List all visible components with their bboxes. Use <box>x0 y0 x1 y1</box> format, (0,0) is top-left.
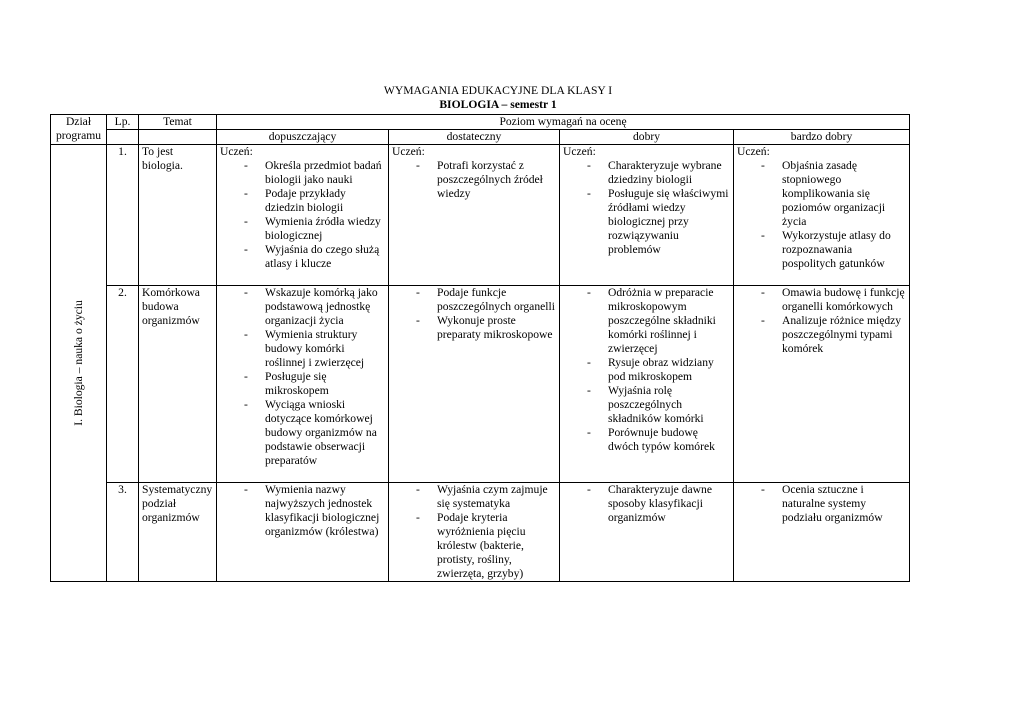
requirement-list <box>389 286 559 342</box>
requirement-list <box>560 483 733 525</box>
row-number: 1. <box>107 145 139 286</box>
header-dzial-line1: Dział <box>65 115 92 128</box>
uczen-label: Uczeń: <box>737 145 770 158</box>
requirement-item: - Omawia budowę i funkcję organelli komórkowych <box>734 286 905 314</box>
header-row-2 <box>51 130 910 145</box>
requirements-table <box>50 114 910 582</box>
requirement-list <box>217 483 388 539</box>
requirement-item: - Objaśnia zasadę stopniowego komplikowania się poziomów organizacji życia <box>734 159 905 229</box>
table-row <box>51 483 910 582</box>
requirement-item: - Wykorzystuje atlasy do rozpoznawania pospolitych gatunków <box>734 229 905 271</box>
header-grade-dostateczny: dostateczny <box>389 130 560 145</box>
requirement-item: - Wyjaśnia do czego służą atlasy i klucze <box>217 243 384 271</box>
requirement-list <box>734 159 909 271</box>
requirement-list <box>560 159 733 257</box>
grade-cell <box>217 483 389 582</box>
uczen-label: Uczeń: <box>563 145 596 158</box>
grade-cell <box>217 286 389 483</box>
row-topic: To jest biologia. <box>142 145 183 172</box>
table-row <box>51 145 910 286</box>
row-number: 2. <box>107 286 139 483</box>
grade-cell <box>734 286 910 483</box>
requirement-list <box>389 159 559 201</box>
header-grade-bardzo-dobry: bardzo dobry <box>734 130 910 145</box>
requirement-item: - Wymienia nazwy najwyższych jednostek klasyfikacji biologicznej organizmów (królestwa) <box>217 483 384 539</box>
header-lp-empty <box>107 130 139 145</box>
grade-cell <box>560 286 734 483</box>
requirement-item: - Wykonuje proste preparaty mikroskopowe <box>389 314 555 342</box>
requirement-item: - Charakteryzuje wybrane dziedziny biologii <box>560 159 729 187</box>
section-cell <box>51 145 107 582</box>
grade-cell <box>389 145 560 286</box>
requirement-item: - Wymienia struktury budowy komórki roślinnej i zwierzęcej <box>217 328 384 370</box>
document-subtitle: BIOLOGIA – semestr 1 <box>439 98 557 111</box>
grade-cell <box>734 483 910 582</box>
header-row-1 <box>51 115 910 130</box>
requirement-item: - Analizuje różnice między poszczególnymi typami komórek <box>734 314 905 356</box>
requirement-item: - Wymienia źródła wiedzy biologicznej <box>217 215 384 243</box>
requirement-list <box>389 483 559 581</box>
requirement-item: - Rysuje obraz widziany pod mikroskopem <box>560 356 729 384</box>
grade-cell <box>560 483 734 582</box>
uczen-label: Uczeń: <box>392 145 425 158</box>
requirement-list <box>217 286 388 468</box>
table-row <box>51 286 910 483</box>
row-topic-cell <box>139 483 217 582</box>
grade-cell <box>734 145 910 286</box>
requirement-list <box>734 483 909 525</box>
grade-cell <box>560 145 734 286</box>
header-dzial <box>51 115 107 145</box>
requirement-item: - Podaje przykłady dziedzin biologii <box>217 187 384 215</box>
grade-cell <box>217 145 389 286</box>
row-topic: Systematyczny podział organizmów <box>142 483 213 524</box>
row-number: 3. <box>107 483 139 582</box>
requirement-item: - Odróżnia w preparacie mikroskopowym poszczególne składniki komórki roślinnej i zwierzęcej <box>560 286 729 356</box>
requirement-item: - Wyciąga wnioski dotyczące komórkowej budowy organizmów na podstawie obserwacji preparatów <box>217 398 384 468</box>
section-label: I. Biologia – nauka o życiu <box>71 300 85 426</box>
requirement-item: - Wyjaśnia czym zajmuje się systematyka <box>389 483 555 511</box>
requirement-item: - Potrafi korzystać z poszczególnych źródeł wiedzy <box>389 159 555 201</box>
requirement-item: - Podaje funkcje poszczególnych organelli <box>389 286 555 314</box>
header-poziom: Poziom wymagań na ocenę <box>217 115 910 130</box>
requirement-item: - Podaje kryteria wyróżnienia pięciu królestw (bakterie, protisty, rośliny, zwierzęta, grzyby) <box>389 511 555 581</box>
requirement-list <box>734 286 909 356</box>
row-topic-cell <box>139 286 217 483</box>
row-topic-cell <box>139 145 217 286</box>
requirement-item: - Określa przedmiot badań biologii jako nauki <box>217 159 384 187</box>
header-temat-empty <box>139 130 217 145</box>
header-grade-dobry: dobry <box>560 130 734 145</box>
requirement-item: - Charakteryzuje dawne sposoby klasyfikacji organizmów <box>560 483 729 525</box>
row-topic: Komórkowa budowa organizmów <box>142 286 200 327</box>
requirement-list <box>217 159 388 271</box>
header-lp: Lp. <box>107 115 139 130</box>
grade-cell <box>389 286 560 483</box>
requirement-item: - Ocenia sztuczne i naturalne systemy podziału organizmów <box>734 483 905 525</box>
header-dzial-line2: programu <box>55 129 102 142</box>
requirement-item: - Wyjaśnia rolę poszczególnych składników komórki <box>560 384 729 426</box>
requirement-item: - Porównuje budowę dwóch typów komórek <box>560 426 729 454</box>
document-title: WYMAGANIA EDUKACYJNE DLA KLASY I <box>383 84 613 97</box>
header-temat: Temat <box>139 115 217 130</box>
grade-cell <box>389 483 560 582</box>
uczen-label: Uczeń: <box>220 145 253 158</box>
requirement-item: - Wskazuje komórką jako podstawową jednostkę organizacji życia <box>217 286 384 328</box>
requirement-item: - Posługuje się mikroskopem <box>217 370 384 398</box>
header-grade-dopuszczajacy: dopuszczający <box>217 130 389 145</box>
requirement-list <box>560 286 733 454</box>
requirement-item: - Posługuje się właściwymi źródłami wiedzy biologicznej przy rozwiązywaniu problemów <box>560 187 729 257</box>
